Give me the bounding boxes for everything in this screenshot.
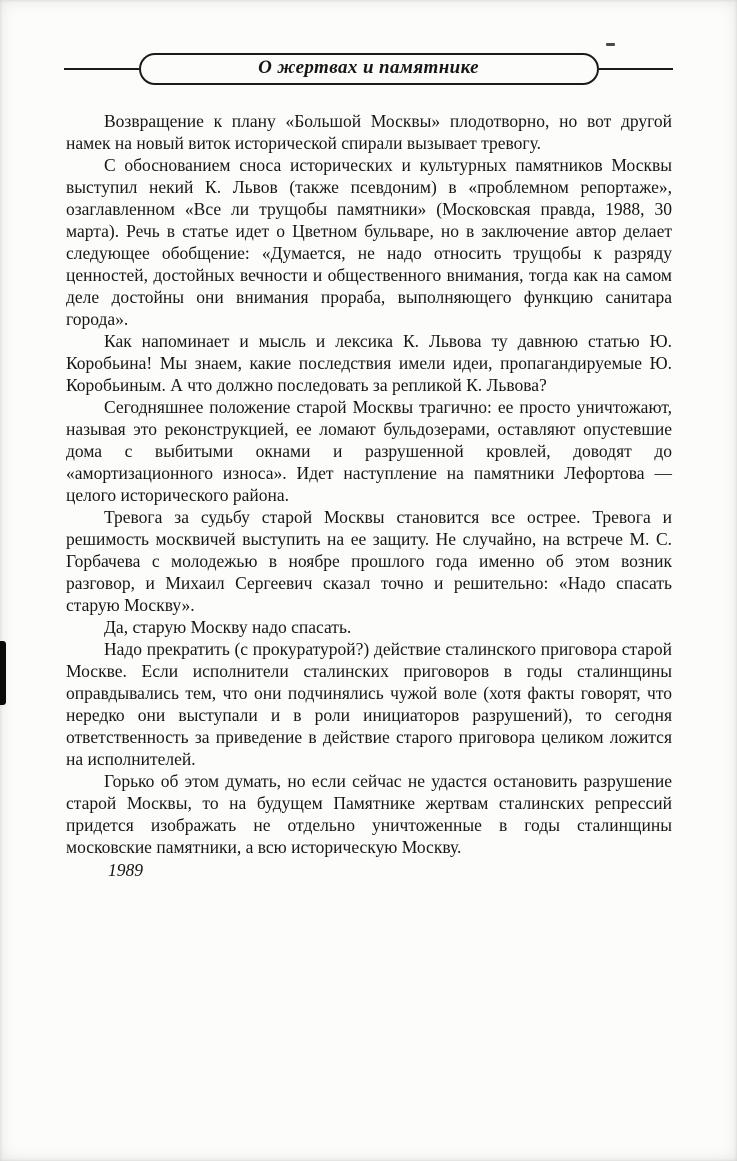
scan-edge-mark-icon [0, 641, 6, 705]
header-rule-right [599, 68, 674, 70]
paragraph: Тревога за судьбу старой Москвы становится все острее. Тревога и решимость москвичей выступить на ее защиту. Не случайно, на встрече М. С. Горбачева с молодежью в ноябре прошлого года именно об этом возник разговор, и Михаил Сергеевич сказал точно и решительно: «Надо спасать старую Москву». [66, 507, 672, 615]
scan-mark-icon [606, 43, 615, 46]
header-rule-left [64, 68, 139, 70]
body-text [66, 110, 672, 858]
title-cartouche [139, 53, 599, 85]
paragraph: Да, старую Москву надо спасать. [104, 617, 352, 637]
paragraph: С обоснованием сноса исторических и культурных памятников Москвы выступил некий К. Львов (также псевдоним) в «проблемном репортаже», озаглавленном «Все ли трущобы памятники» (Московская правда, 1988, 30 марта). Речь в статье идет о Цветном бульваре, но в заключение автор делает следующее обобщение: «Думается, не надо относить трущобы к разряду ценностей, достойных вечности и общественного внимания, тогда как на самом деле достойны они внимания прораба, выполняющего функцию санитара города». [66, 155, 672, 329]
page-title: О жертвах и памятнике [258, 57, 479, 78]
chapter-header [64, 0, 673, 86]
paragraph: Надо прекратить (с прокуратурой?) действие сталинского приговора старой Москве. Если исполнители сталинских приговоров в годы сталинщины оправдывались тем, что они подчинялись чужой воле (хотя факты говорят, что нередко они выступали и в роли инициаторов разрушений), то сегодня ответственность за приведение в действие старого приговора целиком ложится на исполнителей. [66, 639, 672, 769]
year-label: 1989 [108, 860, 143, 880]
paragraph: Горько об этом думать, но если сейчас не удастся остановить разрушение старой Москвы, то на будущем Памятнике жертвам сталинских репрессий придется изображать не отдельно уничтоженные в годы сталинщины московские памятники, а всю историческую Москву. [66, 771, 672, 857]
paragraph: Как напоминает и мысль и лексика К. Львова ту давнюю статью Ю. Коробьина! Мы знаем, какие последствия имели идеи, пропагандируемые Ю. Коробьиным. А что должно последовать за репликой К. Львова? [66, 331, 672, 395]
paragraph: Возвращение к плану «Большой Москвы» плодотворно, но вот другой намек на новый виток исторической спирали вызывает тревогу. [66, 111, 672, 153]
paragraph: Сегодняшнее положение старой Москвы трагично: ее просто уничтожают, называя это реконструкцией, ее ломают бульдозерами, оставляют опустевшие дома с выбитыми окнами и разрушенной кровлей, доводят до «амортизационного износа». Идет наступление на памятники Лефортова — целого исторического района. [66, 397, 672, 505]
